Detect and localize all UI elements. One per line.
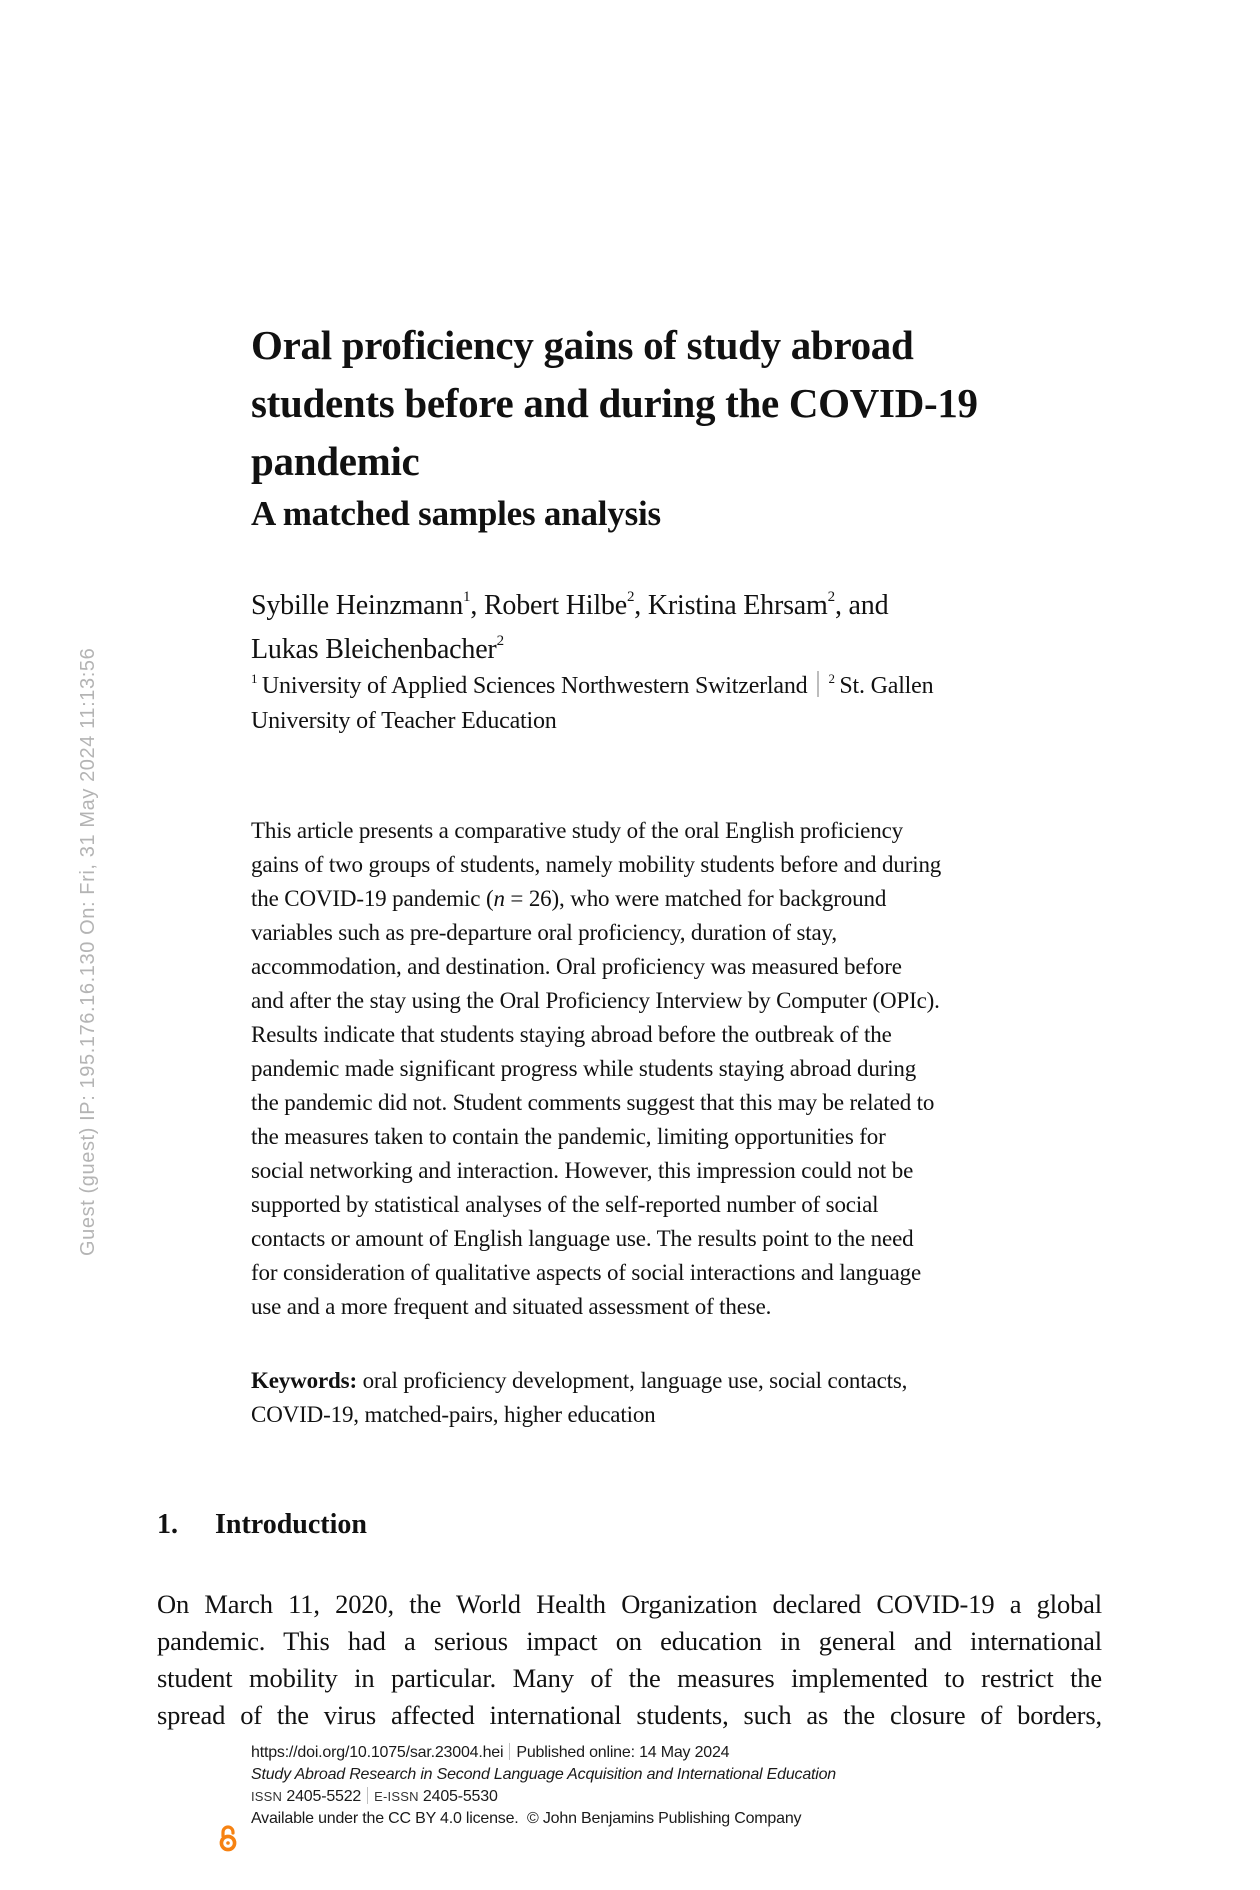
affiliation-divider <box>817 671 819 697</box>
author-affil-sup: 1 <box>463 589 471 605</box>
body-line: spread of the virus affected international students, such as the closure of borders, <box>157 1700 1102 1730</box>
abstract-line: supported by statistical analyses of the self-reported number of social <box>251 1192 879 1217</box>
affiliation-line: University of Teacher Education <box>251 708 557 734</box>
body-line: On March 11, 2020, the World Health Organization declared COVID-19 a global <box>157 1589 1102 1619</box>
abstract-line: accommodation, and destination. Oral proficiency was measured before <box>251 954 902 979</box>
title-line: Oral proficiency gains of study abroad <box>251 322 914 368</box>
keywords-line: COVID-19, matched-pairs, higher education <box>251 1402 656 1427</box>
author-separator: , <box>634 590 648 621</box>
author-line <box>251 584 888 628</box>
article-subtitle: A matched samples analysis <box>251 494 661 533</box>
affil-sup: 1 <box>251 671 258 686</box>
author-name: Kristina Ehrsam <box>647 590 828 621</box>
author-affil-sup: 2 <box>496 633 504 649</box>
author-separator: , and <box>834 590 889 621</box>
footer-divider <box>367 1787 368 1804</box>
keywords-label: Keywords: <box>251 1368 357 1393</box>
published-date: Published online: 14 May 2024 <box>516 1744 730 1761</box>
keywords-text: oral proficiency development, language use, social contacts, <box>356 1368 908 1393</box>
journal-name: Study Abroad Research in Second Language Acquisition and International Education <box>251 1766 837 1783</box>
abstract <box>251 814 1071 1324</box>
abstract-line: the measures taken to contain the pandemic, limiting opportunities for <box>251 1124 886 1149</box>
issn-line <box>251 1786 836 1808</box>
license-text: Available under the CC BY 4.0 license. <box>251 1810 519 1827</box>
article-title <box>251 316 1051 490</box>
sample-size-variable: n <box>493 886 505 911</box>
open-access-lock-icon <box>219 1824 237 1852</box>
issn-label: ISSN <box>251 1789 283 1804</box>
abstract-line: use and a more frequent and situated assessment of these. <box>251 1294 772 1319</box>
publication-footer <box>251 1742 836 1830</box>
author-affil-sup: 2 <box>626 589 635 605</box>
abstract-line: for consideration of qualitative aspects of social interactions and language <box>251 1260 922 1285</box>
affiliation-2: St. Gallen <box>839 673 934 699</box>
license-line <box>251 1808 836 1830</box>
abstract-text: = 26), who were matched for background <box>504 886 887 911</box>
affil-sup: 2 <box>828 671 835 686</box>
section-number: 1. <box>157 1509 178 1540</box>
keywords <box>251 1364 907 1432</box>
author-name: Lukas Bleichenbacher <box>251 634 497 665</box>
title-line: students before and during the COVID-19 <box>251 380 978 426</box>
introduction-body <box>157 1586 1107 1734</box>
eissn-label: E-ISSN <box>374 1789 419 1804</box>
abstract-line: social networking and interaction. However, this impression could not be <box>251 1158 914 1183</box>
author-list <box>251 584 888 672</box>
abstract-line: the pandemic did not. Student comments suggest that this may be related to <box>251 1090 935 1115</box>
copyright-text: © John Benjamins Publishing Company <box>527 1810 802 1827</box>
section-title: Introduction <box>215 1509 367 1540</box>
affiliations <box>251 669 933 739</box>
eissn-value: 2405-5530 <box>422 1788 498 1805</box>
section-heading <box>157 1508 367 1542</box>
doi-link[interactable]: https://doi.org/10.1075/sar.23004.hei <box>251 1744 504 1761</box>
abstract-line: Results indicate that students staying abroad before the outbreak of the <box>251 1022 892 1047</box>
author-affil-sup: 2 <box>827 589 835 605</box>
author-name: Robert Hilbe <box>483 590 627 621</box>
affiliation-line <box>251 669 933 704</box>
download-watermark: Guest (guest) IP: 195.176.16.130 On: Fri, 31 May 2024 11:13:56 <box>77 647 99 1256</box>
keywords-line <box>251 1364 907 1398</box>
abstract-line <box>251 882 1071 916</box>
abstract-line: This article presents a comparative study of the oral English proficiency <box>251 818 903 843</box>
title-line: pandemic <box>251 438 420 484</box>
body-line: pandemic. This had a serious impact on education in general and international <box>157 1626 1102 1656</box>
body-line: student mobility in particular. Many of the measures implemented to restrict the <box>157 1663 1102 1693</box>
abstract-text: the COVID-19 pandemic ( <box>251 886 494 911</box>
abstract-line: and after the stay using the Oral Proficiency Interview by Computer (OPIc). <box>251 988 940 1013</box>
issn-value: 2405-5522 <box>286 1788 362 1805</box>
author-name: Sybille Heinzmann <box>251 590 464 621</box>
footer-doi-line <box>251 1742 836 1764</box>
abstract-line: pandemic made significant progress while students staying abroad during <box>251 1056 917 1081</box>
abstract-line: gains of two groups of students, namely mobility students before and during <box>251 852 942 877</box>
abstract-line: variables such as pre-departure oral proficiency, duration of stay, <box>251 920 837 945</box>
abstract-line: contacts or amount of English language use. The results point to the need <box>251 1226 914 1251</box>
affiliation-1: University of Applied Sciences Northwestern Switzerland <box>261 673 808 699</box>
author-line <box>251 628 888 672</box>
footer-divider <box>509 1743 510 1760</box>
author-separator: , <box>470 590 484 621</box>
